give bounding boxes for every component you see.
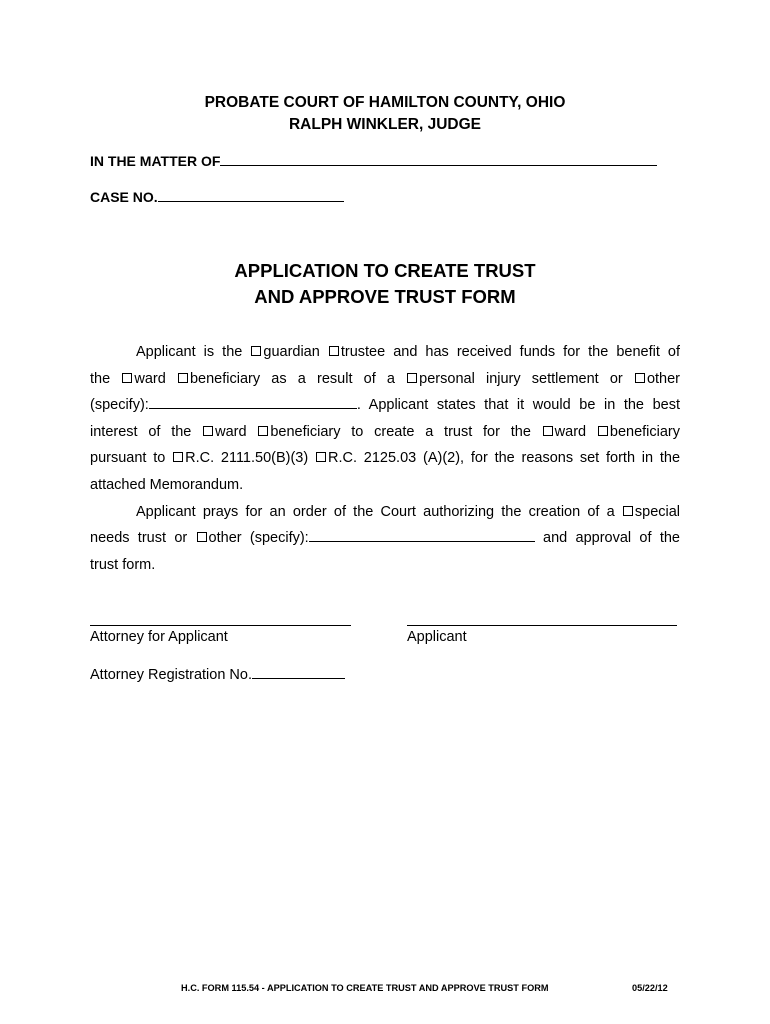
footer-form-text: H.C. FORM 115.54 - APPLICATION TO CREATE TRUST AND APPROVE TRUST FORM [181, 983, 549, 993]
applicant-label: Applicant [407, 629, 467, 645]
ward-label: ward [134, 370, 166, 387]
attorney-signature-line[interactable] [90, 625, 351, 626]
beneficiary-checkbox-2[interactable] [258, 426, 268, 436]
specify-field[interactable] [149, 395, 357, 409]
special-label: special [634, 503, 680, 520]
footer-date: 05/22/12 [632, 983, 668, 993]
body-line-8 [90, 525, 680, 552]
text: . Applicant states that it would be in the best [356, 397, 680, 414]
matter-label: IN THE MATTER OF [90, 153, 221, 169]
trustee-checkbox[interactable] [329, 346, 339, 356]
special-needs-checkbox[interactable] [623, 506, 633, 516]
text: the [90, 370, 111, 387]
matter-field[interactable] [220, 152, 657, 166]
body-line-6: attached Memorandum. [90, 476, 244, 493]
specify-label: (specify): [90, 397, 149, 414]
body-line-4 [90, 419, 680, 446]
form-title-line2: AND APPROVE TRUST FORM [254, 286, 516, 307]
beneficiary-label: beneficiary to create a trust for the [270, 423, 531, 440]
registration-field[interactable] [252, 665, 345, 679]
guardian-checkbox[interactable] [251, 346, 261, 356]
rc-2111-checkbox[interactable] [173, 452, 183, 462]
rc-2111-label: R.C. 2111.50(B)(3) [185, 450, 309, 467]
matter-row [90, 152, 657, 169]
ward-checkbox-2[interactable] [203, 426, 213, 436]
text: pursuant to [90, 450, 166, 467]
ward-checkbox-3[interactable] [543, 426, 553, 436]
beneficiary-label: beneficiary [609, 423, 680, 440]
beneficiary-checkbox-3[interactable] [598, 426, 608, 436]
form-title-line1: APPLICATION TO CREATE TRUST [234, 260, 536, 281]
case-row [90, 188, 344, 205]
rc-2125-checkbox[interactable] [316, 452, 326, 462]
court-name: PROBATE COURT OF HAMILTON COUNTY, OHIO [204, 94, 566, 111]
guardian-label: guardian [263, 344, 320, 360]
body-line-5 [90, 445, 680, 472]
other-checkbox[interactable] [635, 373, 645, 383]
body-line-9: trust form. [90, 556, 156, 573]
body-line-1 [90, 339, 680, 366]
other-specify-field[interactable] [309, 528, 535, 542]
body-line-3 [90, 392, 680, 419]
ward-label: ward [215, 423, 247, 440]
other-label: other [646, 370, 680, 387]
body-line-7 [90, 499, 680, 526]
case-number-field[interactable] [158, 188, 344, 202]
applicant-signature-line[interactable] [407, 625, 677, 626]
case-label: CASE NO. [90, 189, 158, 205]
attorney-label: Attorney for Applicant [90, 629, 228, 645]
application-body [90, 339, 680, 578]
registration-row [90, 665, 345, 683]
text: Applicant prays for an order of the Court authorizing the creation of a [136, 503, 615, 520]
ward-checkbox[interactable] [122, 373, 132, 383]
other-specify-label: other (specify): [208, 530, 309, 547]
trustee-label: trustee and has received funds for the benefit of [340, 344, 680, 360]
text: interest of the [90, 423, 192, 440]
beneficiary-checkbox[interactable] [178, 373, 188, 383]
registration-label: Attorney Registration No. [90, 667, 252, 683]
rc-2125-label: R.C. 2125.03 (A)(2), for the reasons set forth in the [328, 450, 680, 467]
text: needs trust or [90, 530, 188, 547]
beneficiary-label: beneficiary as a result of a [189, 370, 395, 387]
personal-injury-label: personal injury settlement or [419, 370, 623, 387]
text: Applicant is the [136, 344, 243, 360]
judge-name: RALPH WINKLER, JUDGE [288, 116, 482, 133]
personal-injury-checkbox[interactable] [407, 373, 417, 383]
body-line-2 [90, 366, 680, 393]
other-trust-checkbox[interactable] [197, 532, 207, 542]
ward-label: ward [554, 423, 587, 440]
text: and approval of the [543, 530, 680, 547]
